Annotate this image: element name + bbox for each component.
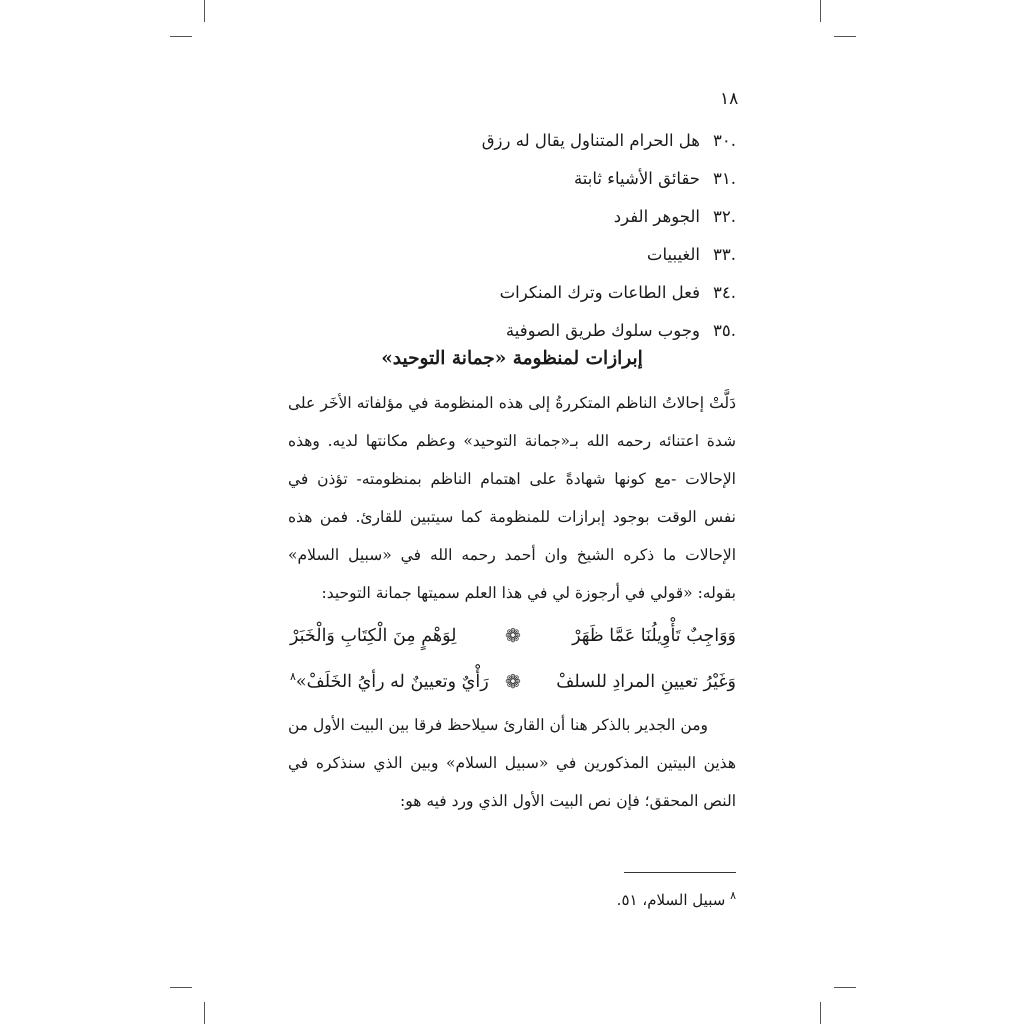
item-number: .٣٢ <box>713 207 736 226</box>
footnote-mark: ٨ <box>730 889 736 902</box>
list-item <box>482 236 736 274</box>
list-item <box>482 160 736 198</box>
verse-text: رَأْيٌ وتعيينٌ له رأيُ الخَلَفْ» <box>295 672 489 692</box>
crop-mark <box>834 36 856 37</box>
item-text: الغيبيات <box>646 245 700 264</box>
footnote-text: سبيل السلام، ٥١. <box>616 891 726 909</box>
verse-second-hemistich <box>290 616 456 656</box>
crop-mark <box>820 0 821 22</box>
contents-list <box>482 122 736 350</box>
footnote <box>617 886 736 914</box>
item-number: .٣٤ <box>713 283 736 302</box>
verse-second-hemistich <box>290 662 489 702</box>
verse-line <box>290 616 736 656</box>
crop-mark <box>204 0 205 22</box>
verse-line <box>290 662 736 702</box>
body-paragraph: دَلَّتْ إحالاتُ الناظم المتكررةُ إلى هذه المنظومة في مؤلفاته الأخَر على شدة اعتنائه رحمه الله بـ«جمانة التوحيد» وعظم مكانتها لديه. وهذه الإحالات -مع كونها شهادةً على اهتمام الناظم بمنظومته- تؤذن في نفس الوقت بوجود إبرازات للمنظومة كما سيتبين للقارئ. فمن هذه الإحالات ما ذكره الشيخ وان أحمد رحمه الله في «سبيل السلام» بقوله: «قولي في أرجوزة لي في هذا العلم سميتها جمانة التوحيد: <box>288 394 736 602</box>
verse-first-hemistich: وَغَيْرُ تعيينِ المرادِ للسلفْ <box>556 672 736 692</box>
footnote-reference[interactable]: ٨ <box>290 670 296 684</box>
item-text: هل الحرام المتناول يقال له رزق <box>481 131 700 150</box>
verse-separator-ornament: ❁ <box>505 625 521 647</box>
verse-separator-ornament: ❁ <box>505 671 521 693</box>
item-text: فعل الطاعات وترك المنكرات <box>499 283 700 302</box>
list-item <box>482 274 736 312</box>
item-number: .٣٣ <box>713 245 736 264</box>
crop-mark <box>820 1002 821 1024</box>
item-number: .٣٥ <box>713 321 736 340</box>
item-text: وجوب سلوك طريق الصوفية <box>505 321 700 340</box>
page-number: ١٨ <box>720 89 739 109</box>
verse-first-hemistich: وَوَاجِبٌ تَأْوِيلُنَا عَمَّا ظَهَرْ <box>572 626 736 646</box>
crop-mark <box>834 987 856 988</box>
crop-mark <box>170 987 192 988</box>
list-item <box>482 198 736 236</box>
verse-text: لِوَهْمٍ مِنَ الْكِتَابِ وَالْخَبَرْ <box>290 626 457 646</box>
item-number: .٣١ <box>713 169 736 188</box>
footnote-divider <box>624 872 736 873</box>
item-number: .٣٠ <box>713 131 736 150</box>
list-item <box>482 122 736 160</box>
item-text: الجوهر الفرد <box>613 207 700 226</box>
crop-mark <box>204 1002 205 1024</box>
item-text: حقائق الأشياء ثابتة <box>573 169 700 188</box>
section-title: إبرازات لمنظومة «جمانة التوحيد» <box>381 348 643 369</box>
crop-mark <box>170 36 192 37</box>
body-paragraph: ومن الجدير بالذكر هنا أن القارئ سيلاحظ فرقا بين البيت الأول من هذين البيتين المذكورين في «سبيل السلام» وبين الذي سنذكره في النص المحقق؛ فإن نص البيت الأول الذي ورد فيه هو: <box>288 716 736 810</box>
